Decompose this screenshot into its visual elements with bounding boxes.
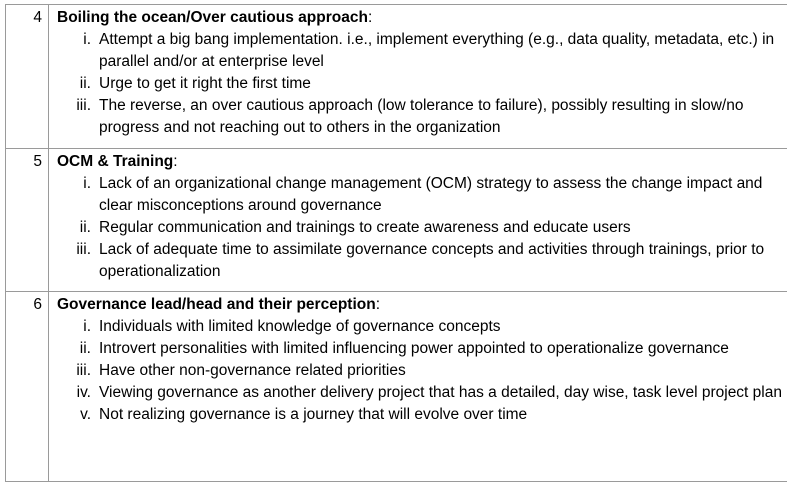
list-marker: ii.: [57, 338, 99, 360]
row-number: 6: [6, 292, 49, 482]
list-item-text: Not realizing governance is a journey that will evolve over time: [99, 404, 783, 426]
list-item: [57, 217, 783, 239]
list-item: [57, 173, 783, 217]
list-marker: ii.: [57, 73, 99, 95]
list-item-text: Viewing governance as another delivery project that has a detailed, day wise, task level project plan: [99, 382, 783, 404]
list-item-text: Urge to get it right the first time: [99, 73, 783, 95]
list-item: [57, 316, 783, 338]
row-content: [49, 149, 787, 292]
row-content: [49, 292, 787, 482]
list-marker: ii.: [57, 217, 99, 239]
section-heading: [57, 151, 783, 173]
list-marker: i.: [57, 29, 99, 51]
list-item-text: The reverse, an over cautious approach (low tolerance to failure), possibly resulting in slow/no progress and not reaching out to others in the organization: [99, 95, 783, 139]
row-content: [49, 5, 787, 149]
list-item-text: Lack of adequate time to assimilate governance concepts and activities through trainings, prior to operationalization: [99, 239, 783, 283]
section-heading-text: OCM & Training: [57, 153, 173, 170]
heading-colon: :: [376, 296, 380, 313]
list-item-text: Have other non-governance related priorities: [99, 360, 783, 382]
list-marker: iii.: [57, 95, 99, 117]
list-marker: i.: [57, 316, 99, 338]
list-marker: iv.: [57, 382, 99, 404]
list-item-text: Lack of an organizational change management (OCM) strategy to assess the change impact and clear misconceptions around governance: [99, 173, 783, 217]
list-marker: i.: [57, 173, 99, 195]
section-heading-text: Governance lead/head and their perception: [57, 296, 376, 313]
item-list: [57, 316, 783, 426]
list-item: [57, 73, 783, 95]
table-row: [6, 149, 787, 292]
list-item: [57, 360, 783, 382]
list-item-text: Attempt a big bang implementation. i.e., implement everything (e.g., data quality, metadata, etc.) in parallel and/or at enterprise level: [99, 29, 783, 73]
list-item-text: Introvert personalities with limited influencing power appointed to operationalize governance: [99, 338, 783, 360]
list-item: [57, 29, 783, 73]
list-item: [57, 382, 783, 404]
list-item: [57, 404, 783, 426]
item-list: [57, 173, 783, 283]
list-item: [57, 239, 783, 283]
row-number: 4: [6, 5, 49, 149]
list-item-text: Regular communication and trainings to create awareness and educate users: [99, 217, 783, 239]
list-marker: iii.: [57, 360, 99, 382]
table-row: [6, 5, 787, 149]
list-item-text: Individuals with limited knowledge of governance concepts: [99, 316, 783, 338]
section-heading: [57, 7, 783, 29]
heading-colon: :: [173, 153, 177, 170]
list-item: [57, 95, 783, 139]
row-number: 5: [6, 149, 49, 292]
section-heading-text: Boiling the ocean/Over cautious approach: [57, 9, 368, 26]
document-table: [5, 4, 787, 482]
section-heading: [57, 294, 783, 316]
table-row: [6, 292, 787, 482]
item-list: [57, 29, 783, 139]
list-marker: v.: [57, 404, 99, 426]
list-item: [57, 338, 783, 360]
list-marker: iii.: [57, 239, 99, 261]
heading-colon: :: [368, 9, 372, 26]
